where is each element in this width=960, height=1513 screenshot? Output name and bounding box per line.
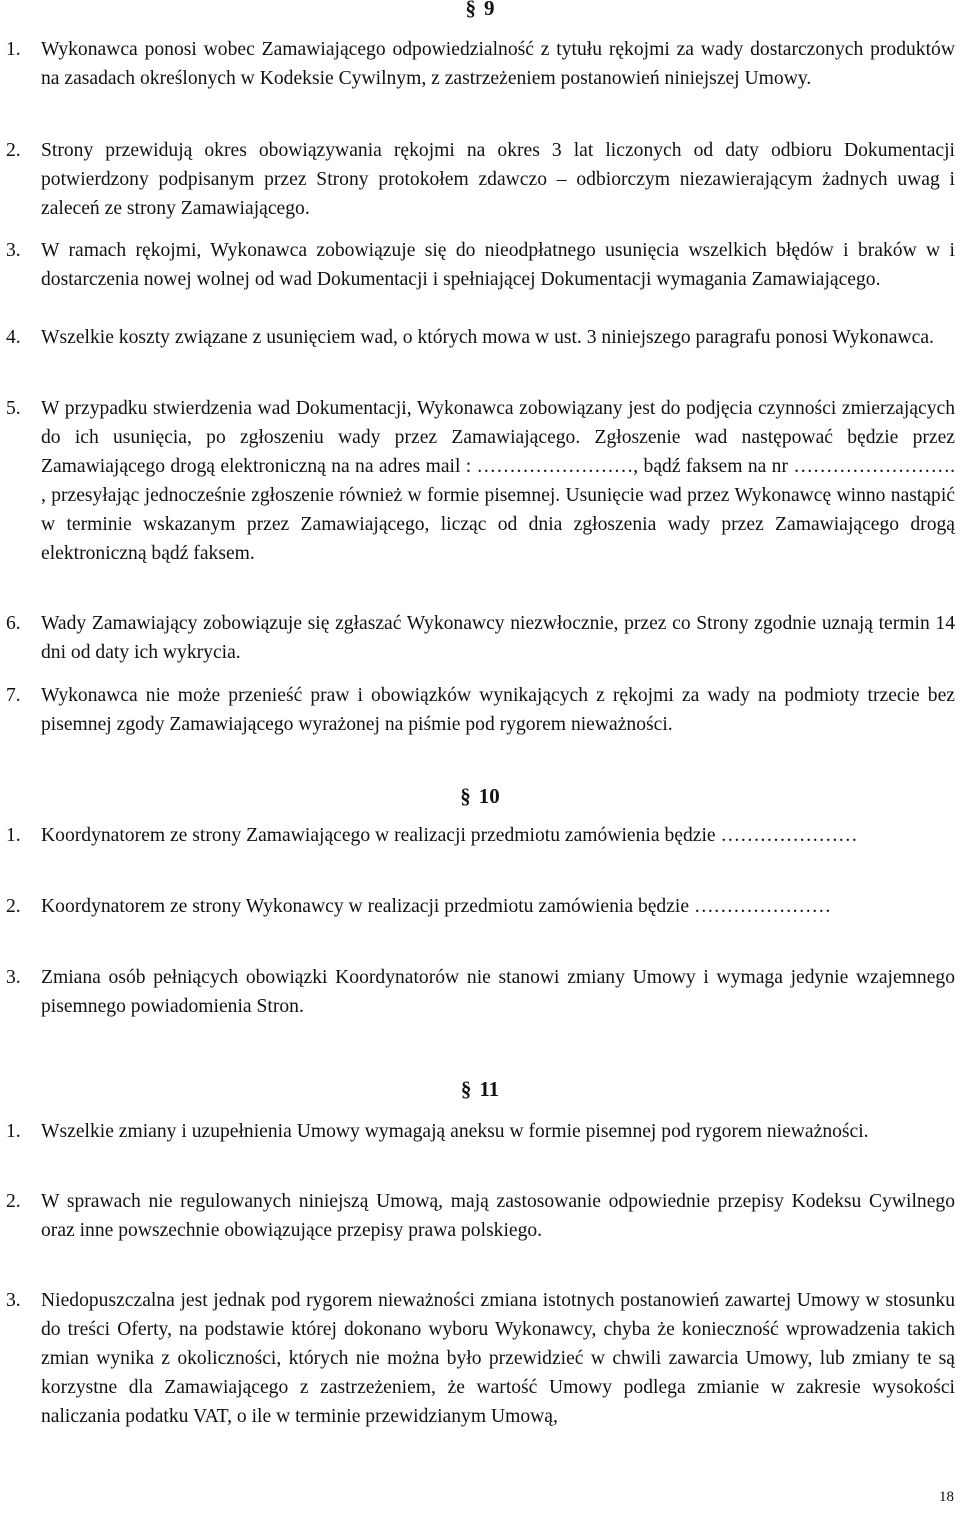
item-text: W przypadku stwierdzenia wad Dokumentacji, Wykonawca zobowiązany jest do podjęcia czynności zmierzających do ich usunięcia, po zgłoszeniu wady przez Zamawiającego. Zgłoszenie wad następować będzie przez Zamawiającego drogą elektroniczną na na adres mail : ……………………, bądź faksem na nr ……………………. , przesyłając jednocześnie zgłoszenie również w formie pisemnej. Usunięcie wad przez Wykonawcę winno nastąpić w terminie wskazanym przez Zamawiającego, licząc od dnia zgłoszenia wady przez Zamawiającego drogą elektroniczną bądź faksem. [41, 398, 955, 564]
item-number: 2. [6, 140, 21, 161]
item-number: 7. [6, 685, 21, 706]
item-number: 2. [6, 896, 21, 917]
item-text: Koordynatorem ze strony Zamawiającego w realizacji przedmiotu zamówienia będzie ………………… [41, 825, 858, 846]
section-9-item-4 [0, 324, 960, 353]
page-number: 18 [939, 1489, 954, 1505]
item-number: 1. [6, 1121, 21, 1142]
item-number: 5. [6, 398, 21, 419]
item-text: Wszelkie zmiany i uzupełnienia Umowy wymagają aneksu w formie pisemnej pod rygorem nieważności. [41, 1121, 869, 1142]
section-symbol: § [460, 784, 471, 808]
section-symbol: § [465, 0, 476, 20]
section-10-heading [0, 782, 960, 810]
item-text: Strony przewidują okres obowiązywania rękojmi na okres 3 lat liczonych od daty odbioru Dokumentacji potwierdzony podpisanym przez Strony protokołem zdawczo – odbiorczym niezawierającym żadnych uwag i zaleceń ze strony Zamawiającego. [41, 140, 955, 219]
section-number: 10 [478, 784, 500, 808]
item-number: 2. [6, 1191, 21, 1212]
section-9-heading [0, 0, 960, 22]
section-10-item-2 [0, 893, 960, 922]
item-number: 3. [6, 1290, 21, 1311]
item-text: Wykonawca ponosi wobec Zamawiającego odpowiedzialność z tytułu rękojmi za wady dostarczonych produktów na zasadach określonych w Kodeksie Cywilnym, z zastrzeżeniem postanowień niniejszej Umowy. [41, 39, 955, 89]
item-number: 4. [6, 327, 21, 348]
section-9-item-3 [0, 237, 960, 295]
section-11-item-1 [0, 1118, 960, 1147]
section-number: 9 [484, 0, 495, 20]
item-text: W sprawach nie regulowanych niniejszą Umową, mają zastosowanie odpowiednie przepisy Kodeksu Cywilnego oraz inne powszechnie obowiązujące przepisy prawa polskiego. [41, 1191, 955, 1241]
item-text: Wykonawca nie może przenieść praw i obowiązków wynikających z rękojmi za wady na podmioty trzecie bez pisemnej zgody Zamawiającego wyrażonej na piśmie pod rygorem nieważności. [41, 685, 955, 735]
item-text: Niedopuszczalna jest jednak pod rygorem nieważności zmiana istotnych postanowień zawartej Umowy w stosunku do treści Oferty, na podstawie której dokonano wyboru Wykonawcy, chyba że konieczność wprowadzenia takich zmian wynika z okoliczności, których nie można było przewidzieć w chwili zawarcia Umowy, lub zmiany te są korzystne dla Zamawiającego z zastrzeżeniem, że wartość Umowy podlega zmianie w zakresie wysokości naliczania podatku VAT, o ile w terminie przewidzianym Umową, [41, 1290, 955, 1427]
section-9-item-6 [0, 610, 960, 668]
section-symbol: § [460, 1077, 472, 1101]
section-10-item-1 [0, 822, 960, 851]
section-9-item-1 [0, 36, 960, 94]
section-9-item-7 [0, 682, 960, 740]
item-number: 1. [6, 825, 21, 846]
item-text: Wszelkie koszty związane z usunięciem wad, o których mowa w ust. 3 niniejszego paragrafu ponosi Wykonawca. [41, 327, 934, 348]
section-9-item-2 [0, 137, 960, 224]
section-11-item-3 [0, 1287, 960, 1432]
section-9-item-5 [0, 395, 960, 568]
item-number: 6. [6, 613, 21, 634]
item-text: Koordynatorem ze strony Wykonawcy w realizacji przedmiotu zamówienia będzie ………………… [41, 896, 832, 917]
item-text: Wady Zamawiający zobowiązuje się zgłaszać Wykonawcy niezwłocznie, przez co Strony zgodnie uznają termin 14 dni od daty ich wykrycia. [41, 613, 955, 663]
item-number: 1. [6, 39, 21, 60]
item-text: Zmiana osób pełniących obowiązki Koordynatorów nie stanowi zmiany Umowy i wymaga jedynie wzajemnego pisemnego powiadomienia Stron. [41, 967, 955, 1017]
section-11-heading [0, 1075, 960, 1103]
item-number: 3. [6, 967, 21, 988]
section-10-item-3 [0, 964, 960, 1022]
item-text: W ramach rękojmi, Wykonawca zobowiązuje się do nieodpłatnego usunięcia wszelkich błędów i braków w i dostarczenia nowej wolnej od wad Dokumentacji i spełniającej Dokumentacji wymagania Zamawiającego. [41, 240, 955, 290]
section-number: 11 [479, 1077, 500, 1101]
section-11-item-2 [0, 1188, 960, 1246]
item-number: 3. [6, 240, 21, 261]
